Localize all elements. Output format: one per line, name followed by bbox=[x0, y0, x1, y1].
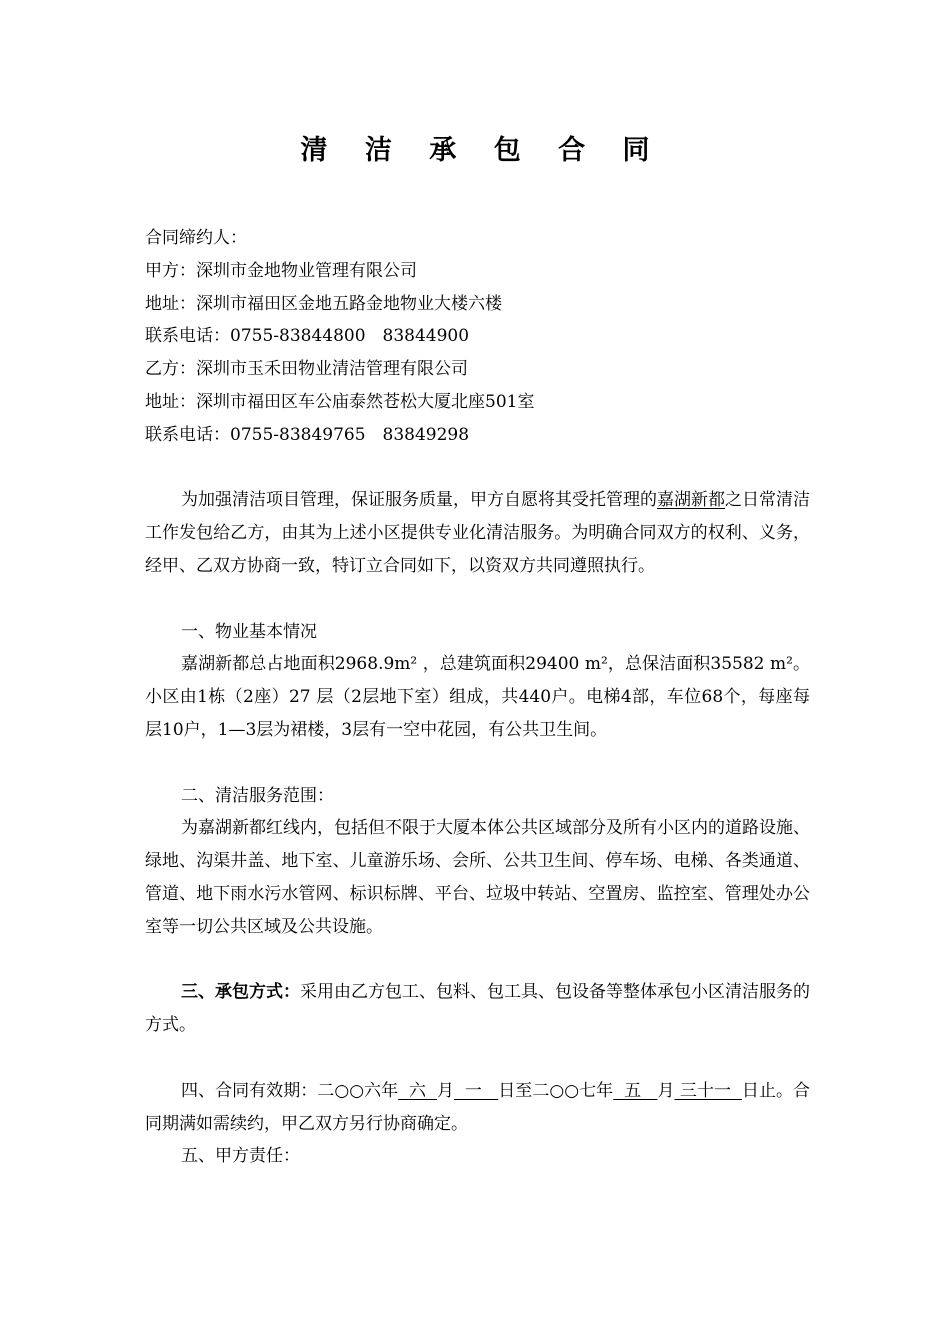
preamble-paragraph bbox=[145, 484, 810, 582]
party-b-name: 乙方：深圳市玉禾田物业清洁管理有限公司 bbox=[145, 359, 468, 380]
document-title: 清 洁 承 包 合 同 bbox=[300, 135, 664, 166]
section3-paragraph bbox=[145, 976, 810, 1042]
start-day: 一 bbox=[454, 1080, 499, 1101]
month-word: 月 bbox=[436, 1080, 454, 1101]
contract-body bbox=[145, 222, 810, 1173]
party-a-address: 地址：深圳市福田区金地五路金地物业大楼六楼 bbox=[145, 293, 502, 314]
section4-paragraph bbox=[145, 1075, 810, 1141]
end-day: 三十一 bbox=[674, 1080, 742, 1101]
party-a-phone: 联系电话：0755-83844800 83844900 bbox=[145, 326, 470, 347]
month-word: 月 bbox=[657, 1080, 675, 1101]
section4-suffix: 日止。合同期满如需续约，甲乙双方另行协商确定。 bbox=[145, 1080, 811, 1134]
section1-text: 嘉湖新都总占地面积2968.9m² ，总建筑面积29400 m²，总保洁面积35582 m²。小区由1栋（2座）27 层（2层地下室）组成，共440户。电梯4部，车位68个，每座每层10户，1—3层为裙楼，3层有一空中花园，有公共卫生间。 bbox=[145, 654, 810, 740]
start-month: 六 bbox=[398, 1080, 437, 1101]
section5-heading: 五、甲方责任： bbox=[181, 1146, 300, 1167]
section1-heading: 一、物业基本情况 bbox=[181, 621, 317, 642]
section3-heading: 三、承包方式： bbox=[181, 982, 300, 1003]
parties-intro: 合同缔约人： bbox=[145, 228, 247, 248]
preamble-after: 之日常清洁工作发包给乙方，由其为上述小区提供专业化清洁服务。为明确合同双方的权利、义务，经甲、乙双方协商一致，特订立合同如下，以资双方共同遵照执行。 bbox=[145, 490, 810, 576]
spacer bbox=[145, 452, 810, 485]
preamble-before: 为加强清洁项目管理，保证服务质量，甲方自愿将其受托管理的 bbox=[181, 490, 657, 511]
section3-text: 采用由乙方包工、包料、包工具、包设备等整体承包小区清洁服务的方式。 bbox=[145, 982, 810, 1036]
party-b-phone: 联系电话：0755-83849765 83849298 bbox=[145, 424, 470, 445]
spacer bbox=[145, 1042, 810, 1075]
party-b-address: 地址：深圳市福田区车公庙泰然苍松大厦北座501室 bbox=[145, 391, 535, 412]
section2-heading: 二、清洁服务范围： bbox=[181, 785, 334, 806]
property-name: 嘉湖新都 bbox=[657, 490, 725, 511]
section4-mid: 日至二○○七年 bbox=[498, 1080, 614, 1101]
spacer bbox=[145, 583, 810, 616]
end-month: 五 bbox=[613, 1080, 658, 1101]
spacer bbox=[145, 944, 810, 977]
section2-text: 为嘉湖新都红线内，包括但不限于大厦本体公共区域部分及所有小区内的道路设施、绿地、沟渠井盖、地下室、儿童游乐场、会所、公共卫生间、停车场、电梯、各类通道、管道、地下雨水污水管网、标识标牌、平台、垃圾中转站、空置房、监控室、管理处办公室等一切公共区域及公共设施。 bbox=[145, 818, 810, 937]
section4-prefix: 四、合同有效期：二○○六年 bbox=[181, 1080, 399, 1101]
party-a-name: 甲方：深圳市金地物业管理有限公司 bbox=[145, 260, 417, 281]
spacer bbox=[145, 747, 810, 780]
